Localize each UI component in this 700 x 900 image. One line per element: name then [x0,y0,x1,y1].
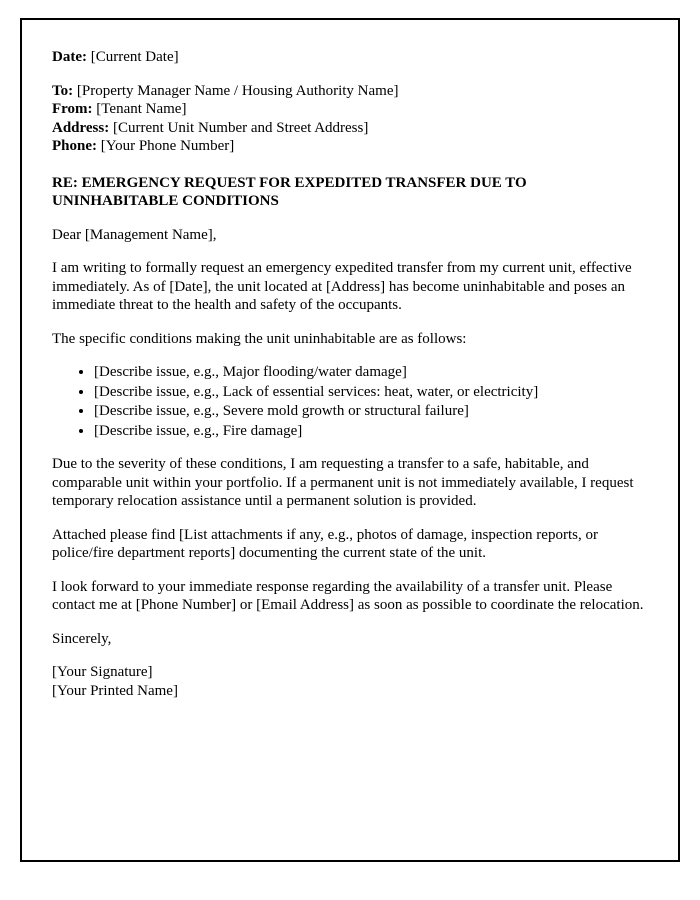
issue-item: • [Describe issue, e.g., Lack of essential services: heat, water, or electricity] [94,383,648,402]
date-value: [Current Date] [90,49,179,65]
recipient-sender-block [52,82,648,156]
paragraph-request: I am writing to formally request an emergency expedited transfer from my current unit, effective immediately. As of [Date], the unit located at [Address] has become uninhabitable and poses an immediate threat to the health and safety of the occupants. [52,260,632,313]
printed-name-line: [Your Printed Name] [52,682,178,699]
paragraph-conditions-intro: The specific conditions making the unit uninhabitable are as follows: [52,330,467,347]
closing: Sincerely, [52,630,112,647]
salutation: Dear [Management Name], [52,226,217,243]
phone-line [52,137,648,156]
address-label: Address: [52,119,110,136]
address-value: [Current Unit Number and Street Address] [112,119,369,136]
phone-label: Phone: [52,138,97,154]
from-label: From: [52,101,93,117]
from-line [52,100,648,119]
from-value: [Tenant Name] [96,101,187,117]
letter-document [20,18,680,862]
issue-list [52,363,648,440]
phone-value: [Your Phone Number] [100,138,235,154]
date-line [52,48,648,67]
to-value: [Property Manager Name / Housing Authority Name] [76,82,399,99]
issue-item: • [Describe issue, e.g., Severe mold growth or structural failure] [94,402,648,421]
paragraph-attachments: Attached please find [List attachments if any, e.g., photos of damage, inspection reports, or police/fire department reports] documenting the current state of the unit. [52,526,598,561]
signature-block [52,663,648,700]
subject-heading: RE: EMERGENCY REQUEST FOR EXPEDITED TRANSFER DUE TO UNINHABITABLE CONDITIONS [52,174,527,209]
paragraph-severity: Due to the severity of these conditions, I am requesting a transfer to a safe, habitable, and comparable unit within your portfolio. If a permanent unit is not immediately available, I request temporary relocation assistance until a permanent solution is provided. [52,456,634,509]
issue-item: • [Describe issue, e.g., Major flooding/water damage] [94,363,648,382]
to-label: To: [52,82,74,99]
to-line [52,82,648,101]
issue-item: • [Describe issue, e.g., Fire damage] [94,422,648,441]
address-line [52,119,648,138]
date-label: Date: [52,49,87,65]
signature-line: [Your Signature] [52,664,153,680]
paragraph-response: I look forward to your immediate response regarding the availability of a transfer unit. Please contact me at [Phone Number] or [Email Address] as soon as possible to coordinate the relocation. [52,578,644,613]
